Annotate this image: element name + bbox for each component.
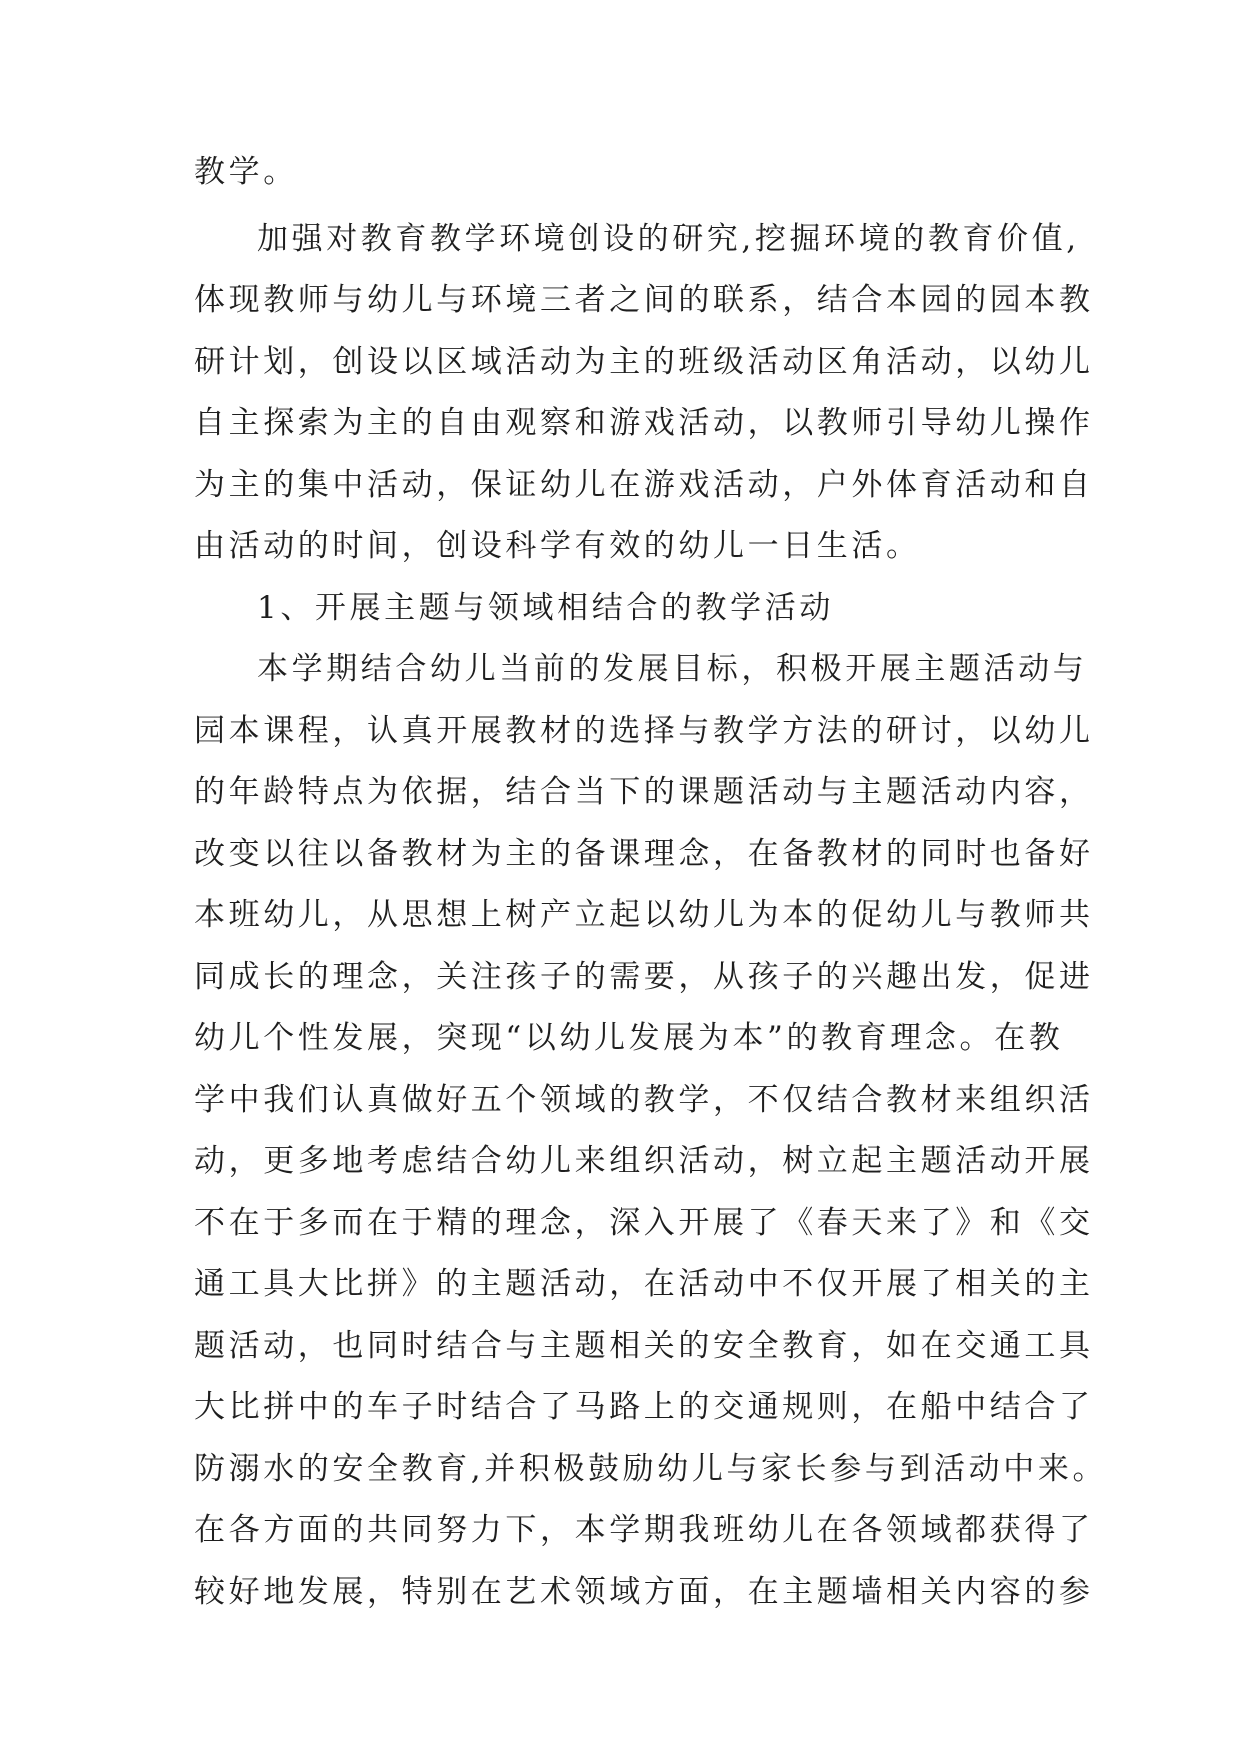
text-line: 本班幼儿，从思想上树产立起以幼儿为本的促幼儿与教师共 (194, 897, 1094, 933)
paragraph-first-line: 本学期结合幼儿当前的发展目标，积极开展主题活动与 (257, 651, 1088, 687)
text-line: 学中我们认真做好五个领域的教学，不仅结合教材来组织活 (194, 1082, 1094, 1118)
text-line: 通工具大比拼》的主题活动，在活动中不仅开展了相关的主 (194, 1266, 1094, 1302)
text-line: 幼儿个性发展，突现“以幼儿发展为本”的教育理念。在教 (194, 1020, 1064, 1056)
text-line: 自主探索为主的自由观察和游戏活动，以教师引导幼儿操作 (194, 405, 1094, 441)
text-line: 动，更多地考虑结合幼儿来组织活动，树立起主题活动开展 (194, 1143, 1094, 1179)
text-line: 体现教师与幼儿与环境三者之间的联系，结合本园的园本教 (194, 282, 1094, 318)
text-line: 在各方面的共同努力下，本学期我班幼儿在各领域都获得了 (194, 1512, 1094, 1548)
paragraph-first-line: 加强对教育教学环境创设的研究,挖掘环境的教育价值, (257, 221, 1080, 257)
text-line: 教学。 (194, 154, 298, 190)
text-line: 不在于多而在于精的理念，深入开展了《春天来了》和《交 (194, 1205, 1094, 1241)
text-line: 研计划，创设以区域活动为主的班级活动区角活动，以幼儿 (194, 344, 1094, 380)
text-line: 大比拼中的车子时结合了马路上的交通规则，在船中结合了 (194, 1389, 1094, 1425)
text-line: 防溺水的安全教育,并积极鼓励幼儿与家长参与到活动中来。 (194, 1451, 1108, 1487)
text-line: 为主的集中活动，保证幼儿在游戏活动，户外体育活动和自 (194, 467, 1094, 503)
text-line: 较好地发展，特别在艺术领域方面，在主题墙相关内容的参 (194, 1574, 1094, 1610)
text-line: 的年龄特点为依据，结合当下的课题活动与主题活动内容， (194, 774, 1094, 810)
text-line: 同成长的理念，关注孩子的需要，从孩子的兴趣出发，促进 (194, 959, 1094, 995)
section-heading: 1、开展主题与领域相结合的教学活动 (257, 590, 834, 626)
text-line: 题活动，也同时结合与主题相关的安全教育，如在交通工具 (194, 1328, 1094, 1364)
text-line: 改变以往以备教材为主的备课理念，在备教材的同时也备好 (194, 836, 1094, 872)
text-line: 园本课程，认真开展教材的选择与教学方法的研讨，以幼儿 (194, 713, 1094, 749)
text-line: 由活动的时间，创设科学有效的幼儿一日生活。 (194, 528, 921, 564)
